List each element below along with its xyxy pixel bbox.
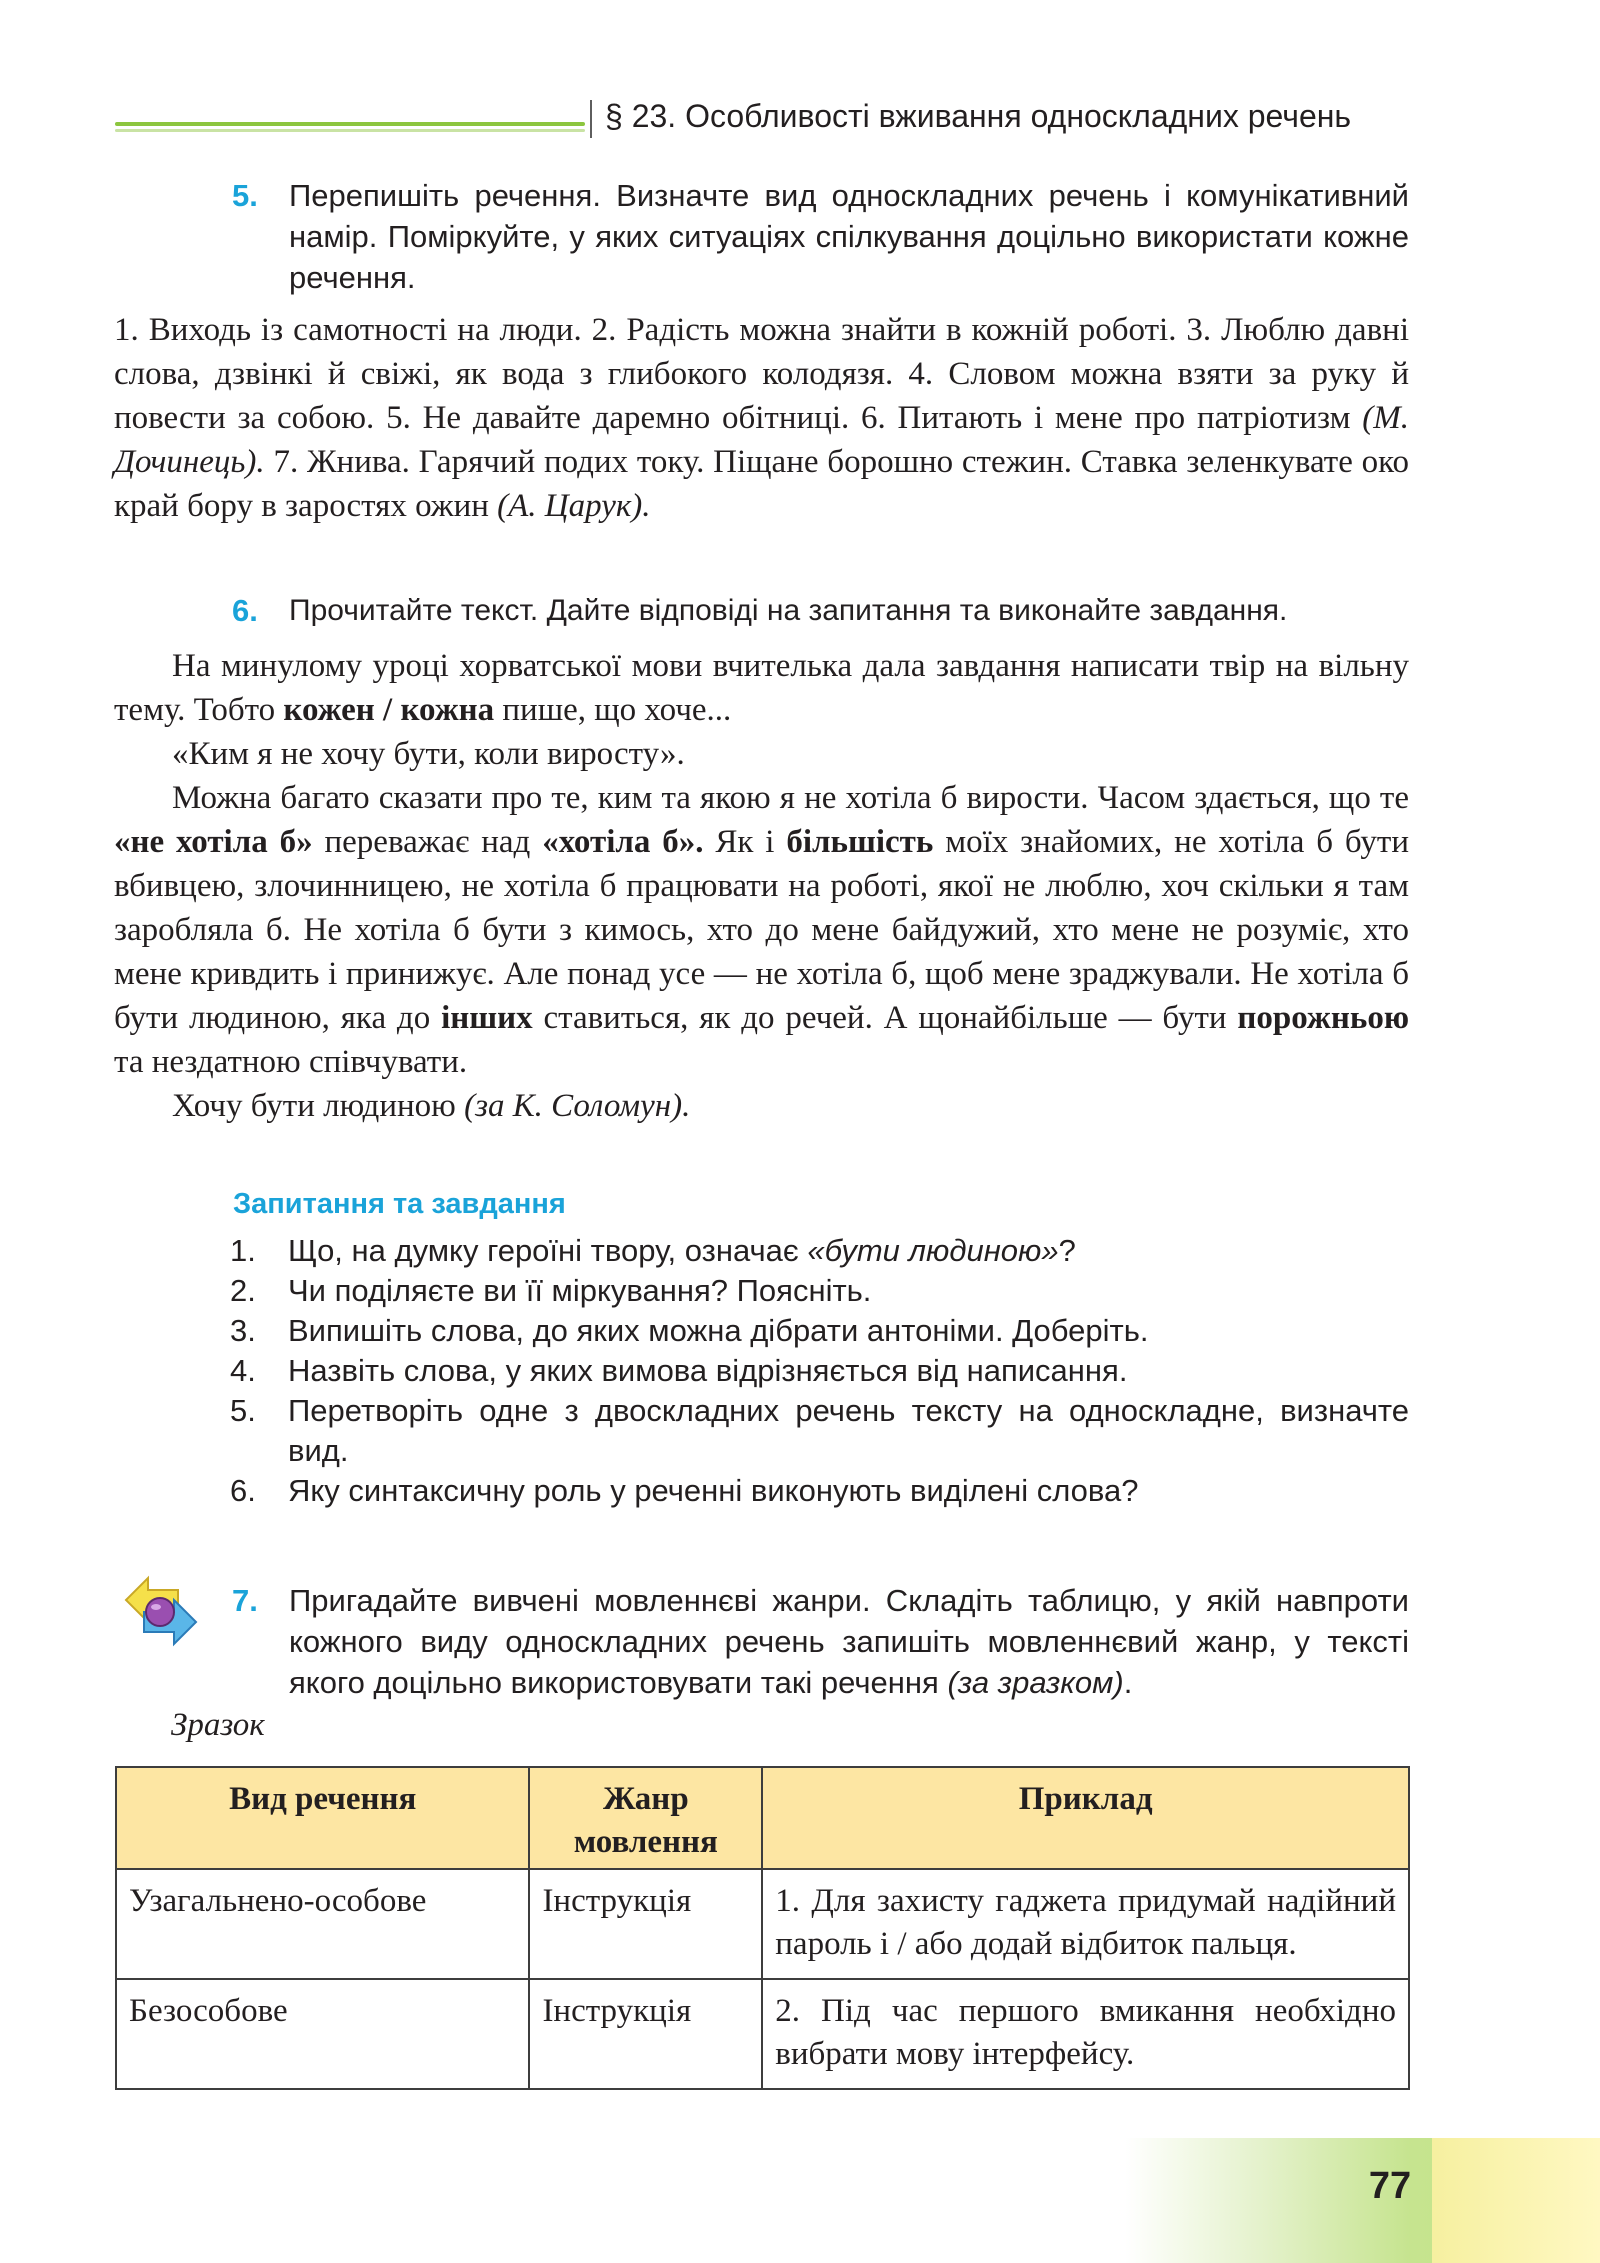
- highlighted-word: більшість: [786, 824, 934, 860]
- text-paragraph: На минулому уроці хорватської мови вчителька дала завдання написати твір на вільну тему. Тобто кожен / кожна пише, що хоче...: [114, 648, 1409, 728]
- highlighted-word: інших: [441, 1000, 533, 1036]
- task-5-sentences: [114, 308, 1409, 528]
- table-cell: Узагальнено-особове: [116, 1869, 529, 1979]
- sample-table: [115, 1766, 1410, 2090]
- task-7: [233, 1580, 1409, 1706]
- text-paragraph: Хочу бути людиною (за К. Соломун).: [172, 1088, 691, 1124]
- task-number: 5.: [232, 178, 258, 213]
- highlighted-word: «не хотіла б»: [114, 824, 313, 860]
- list-item: 6. Яку синтаксичну роль у реченні виконують виділені слова?: [230, 1473, 1139, 1508]
- text-paragraph: Можна багато сказати про те, ким та якою я не хотіла б вирости. Часом здається, що те «не хотіла б» переважає над «хотіла б». Як і більшість моїх знайомих, не хотіла б бути вбивцею, злочинницею, не хотіла б працювати на роботі, якої не люблю, хоч скільки я там заробляла б. Не хотіла б бути з кимось, хто до мене байдужий, хто мене не розуміє, хто мене кривдить і принижує. Але понад усе — не хотіла б, щоб мене зраджували. Не хотіла б бути людиною, яка до інших ставиться, як до речей. А щонайбільше — бути порожньою та нездатною співчувати.: [114, 780, 1410, 1080]
- table-header-row: [116, 1767, 1409, 1869]
- sample-label: Зразок: [171, 1707, 265, 1743]
- header-decoration: [115, 122, 585, 135]
- list-item: 1. Що, на думку героїні твору, означає «бути людиною»?: [230, 1233, 1076, 1268]
- page-corner-decoration: [1432, 2138, 1600, 2263]
- task-5: [233, 175, 1409, 301]
- list-item: 4. Назвіть слова, у яких вимова відрізняється від написання.: [230, 1353, 1128, 1388]
- task-instruction: Пригадайте вивчені мовленнєві жанри. Складіть таблицю, у якій навпроти кожного виду односкладних речень запишіть мовленнєвий жанр, у тексті якого доцільно використовувати такі речення (за зразком).: [289, 1583, 1409, 1700]
- sentences-text: 7. Жнива. Гарячий подих току. Піщане борошно стежин. Ставка зеленкувате око край бору в заростях ожин: [114, 444, 1409, 524]
- author-attribution: (М. Дочинець).: [114, 400, 1409, 480]
- speech-genre-arrows-icon: [118, 1570, 203, 1650]
- table-cell: 1. Для захисту гаджета придумай надійний пароль і / або додай відбиток пальця.: [762, 1869, 1409, 1979]
- text-paragraph: «Ким я не хочу бути, коли виросту».: [172, 736, 685, 772]
- table-cell: Інструкція: [529, 1869, 762, 1979]
- task-6: [233, 590, 1409, 632]
- highlighted-word: порожньою: [1237, 1000, 1410, 1036]
- list-item: 3. Випишіть слова, до яких можна дібрати антоніми. Доберіть.: [230, 1313, 1149, 1348]
- list-item: 5. Перетворіть одне з двоскладних речень тексту на односкладне, визначте вид.: [230, 1393, 1409, 1468]
- header-divider: [590, 100, 592, 138]
- table-cell: 2. Під час першого вмикання необхідно вибрати мову інтерфейсу.: [762, 1979, 1409, 2089]
- table-cell: Інструкція: [529, 1979, 762, 2089]
- column-header: Приклад: [762, 1767, 1409, 1869]
- highlighted-word: кожен / кожна: [283, 692, 495, 728]
- table-row: [116, 1979, 1409, 2089]
- author-attribution: (А. Царук).: [497, 488, 651, 524]
- page-number: 77: [1368, 2165, 1412, 2207]
- questions-heading: Запитання та завдання: [233, 1188, 566, 1220]
- column-header: Жанр мовлення: [529, 1767, 762, 1869]
- list-item: 2. Чи поділяєте ви її міркування? Поясніть.: [230, 1273, 872, 1308]
- author-attribution: (за К. Соломун).: [464, 1088, 691, 1124]
- task-instruction: Перепишіть речення. Визначте вид односкладних речень і комунікативний намір. Поміркуйте, у яких ситуаціях спілкування доцільно використати кожне речення.: [289, 178, 1409, 295]
- column-header: Вид речення: [116, 1767, 529, 1869]
- sentences-text: 1. Виходь із самотності на люди. 2. Радість можна знайти в кожній роботі. 3. Люблю давні слова, дзвінкі й свіжі, як вода з глибокого колодязя. 4. Словом можна взяти за руку й повести за собою. 5. Не давайте даремно обітниці. 6. Питають і мене про патріотизм: [114, 312, 1409, 436]
- reading-text: [114, 644, 1409, 1128]
- task-number: 7.: [232, 1583, 258, 1618]
- section-title: § 23. Особливості вживання односкладних речень: [605, 98, 1352, 134]
- highlighted-word: «хотіла б».: [542, 824, 704, 860]
- task-number: 6.: [232, 593, 258, 628]
- task-instruction: Прочитайте текст. Дайте відповіді на запитання та виконайте завдання.: [289, 594, 1288, 627]
- questions-list: [230, 1231, 1409, 1511]
- table-cell: Безособове: [116, 1979, 529, 2089]
- table-row: [116, 1869, 1409, 1979]
